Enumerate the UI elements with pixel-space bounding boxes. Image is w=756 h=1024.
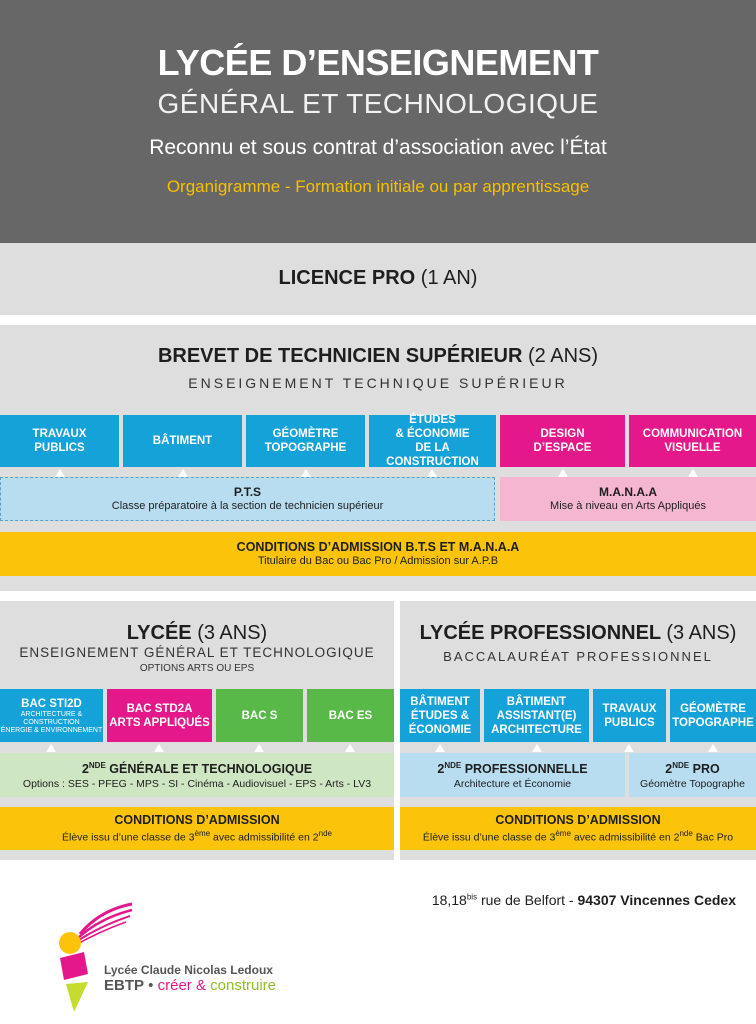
logo-school-name: Lycée Claude Nicolas Ledoux — [104, 963, 273, 977]
arrow-up-icon — [345, 744, 355, 752]
text-part: avec admissibilité en 2 — [570, 831, 680, 844]
bac-sti2d-option2: ÉNERGIE & ENVIRONNEMENT — [0, 726, 103, 734]
lycee-options: OPTIONS ARTS OU EPS — [139, 663, 255, 674]
address-number: 18,18 — [431, 892, 467, 908]
school-logo — [50, 900, 140, 1020]
logo-ebtp: EBTP — [104, 977, 145, 994]
arrow-up-icon — [708, 744, 718, 752]
seconde-title-text: PRO — [692, 762, 720, 777]
bac-es-box[interactable] — [307, 689, 394, 742]
bts-design-espace[interactable] — [500, 415, 625, 467]
seconde-sup: NDE — [444, 761, 462, 771]
box-line: GÉOMÈTRE — [680, 702, 746, 715]
bts-admission-box — [0, 532, 756, 576]
text-sup: ème — [555, 828, 571, 838]
seconde-pro-geo-title — [665, 759, 719, 776]
box-line: ÉTUDES — [409, 414, 456, 426]
box-line: TOPOGRAPHE — [264, 442, 347, 454]
manaa-box[interactable] — [500, 477, 756, 521]
seconde-num: 2 — [81, 762, 89, 777]
lycee-admission-box — [0, 807, 394, 850]
box-line: COMMUNICATION — [642, 428, 743, 440]
box-line: PUBLICS — [604, 716, 655, 729]
logo-creer: créer — [157, 977, 192, 994]
arrow-up-icon — [178, 469, 188, 477]
seconde-generale-box[interactable] — [0, 753, 394, 797]
school-subtitle: Reconnu et sous contrat d’association avec l’État — [149, 136, 607, 159]
text-part: avec admissibilité en 2 — [210, 831, 319, 844]
address-sup: bis — [466, 892, 478, 902]
address-city: 94307 Vincennes Cedex — [577, 892, 736, 908]
seconde-pro-description: Architecture et Économie — [453, 777, 572, 790]
bts-title-label: BREVET DE TECHNICIEN SUPÉRIEUR — [157, 345, 523, 367]
pro-batiment-etudes-economie[interactable] — [400, 689, 480, 742]
box-line: TRAVAUX — [32, 428, 87, 440]
seconde-professionnelle-box[interactable] — [400, 753, 625, 797]
arrow-up-icon — [435, 744, 445, 752]
seconde-generale-options: Options : SES - PFEG - MPS - SI - Cinéma - Audiovisuel - EPS - Arts - LV3 — [22, 777, 372, 790]
bts-admission-description: Titulaire du Bac ou Bac Pro / Admission sur A.P.B — [257, 555, 499, 567]
box-line: BÂTIMENT — [506, 695, 567, 708]
school-title-line2: GÉNÉRAL ET TECHNOLOGIQUE — [157, 88, 599, 119]
address — [432, 892, 736, 908]
bts-geometre-topographe[interactable] — [246, 415, 365, 467]
bac-sti2d-box[interactable] — [0, 689, 103, 742]
pts-description: Classe préparatoire à la section de technicien supérieur — [111, 500, 384, 512]
seconde-title-text: PROFESSIONNELLE — [464, 762, 588, 777]
header-banner — [0, 0, 756, 243]
lycee-duration: (3 ANS) — [197, 622, 268, 644]
seconde-num: 2 — [437, 762, 445, 777]
seconde-num: 2 — [665, 762, 673, 777]
logo-construire: construire — [210, 977, 276, 994]
box-line: BAC ES — [328, 709, 373, 722]
bts-travaux-publics[interactable] — [0, 415, 119, 467]
pro-batiment-assistant-architecture[interactable] — [484, 689, 589, 742]
bts-batiment[interactable] — [123, 415, 242, 467]
bts-communication-visuelle[interactable] — [629, 415, 756, 467]
box-line: ÉCONOMIE — [408, 723, 472, 736]
bac-std2a-box[interactable] — [107, 689, 212, 742]
logo-mark-icon — [50, 900, 140, 1020]
box-line: & ÉCONOMIE — [395, 428, 470, 440]
manaa-description: Mise à niveau en Arts Appliqués — [550, 500, 706, 512]
arrow-up-icon — [55, 469, 65, 477]
address-street: rue de Belfort - — [477, 892, 578, 908]
box-line: VISUELLE — [664, 442, 721, 454]
arrow-up-icon — [46, 744, 56, 752]
box-line: TOPOGRAPHE — [672, 716, 754, 729]
arrow-up-icon — [254, 744, 264, 752]
seconde-pro-title — [437, 759, 587, 776]
bac-sti2d-title: BAC STI2D — [21, 697, 82, 710]
pts-title: P.T.S — [233, 485, 262, 499]
box-line: D’ESPACE — [533, 442, 592, 454]
arrow-up-icon — [558, 469, 568, 477]
lycee-pro-title — [400, 622, 756, 645]
lycee-pro-duration: (3 ANS) — [666, 622, 737, 644]
box-line: BÂTIMENT — [152, 435, 213, 447]
text-sup: nde — [318, 828, 332, 838]
manaa-title: M.A.N.A.A — [599, 485, 657, 499]
lycee-subtitle: ENSEIGNEMENT GÉNÉRAL ET TECHNOLOGIQUE — [19, 645, 375, 660]
box-line: PUBLICS — [34, 442, 85, 454]
bts-subtitle: ENSEIGNEMENT TECHNIQUE SUPÉRIEUR — [188, 375, 568, 391]
seconde-pro-geo-description: Géomètre Topographe — [640, 777, 745, 790]
bts-etudes-economie-construction[interactable] — [369, 415, 496, 467]
organigram-label: Organigramme - Formation initiale ou par apprentissage — [166, 177, 590, 196]
box-line: GÉOMÈTRE — [272, 428, 339, 440]
arrow-up-icon — [624, 744, 634, 752]
arrow-up-icon — [154, 744, 164, 752]
text-sup: ème — [194, 828, 211, 838]
bac-sti2d-option1: ARCHITECTURE & CONSTRUCTION — [20, 710, 83, 726]
bts-admission-title: CONDITIONS D’ADMISSION B.T.S ET M.A.N.A.A — [236, 540, 520, 554]
bac-s-box[interactable] — [216, 689, 303, 742]
arrow-up-icon — [532, 744, 542, 752]
text-part: Bac Pro — [692, 831, 734, 844]
lycee-admission-description — [62, 827, 332, 845]
box-line: TRAVAUX — [602, 702, 657, 715]
licence-pro-duration: (1 AN) — [420, 267, 478, 289]
lycee-title — [0, 622, 394, 645]
arrow-up-icon — [301, 469, 311, 477]
seconde-sup: NDE — [672, 761, 690, 771]
box-line: ARTS APPLIQUÉS — [109, 716, 210, 729]
pro-admission-title: CONDITIONS D’ADMISSION — [495, 812, 661, 827]
lycee-title-label: LYCÉE — [126, 622, 192, 644]
box-line: ASSISTANT(E) — [496, 709, 577, 722]
school-title-line1: LYCÉE D’ENSEIGNEMENT — [157, 42, 599, 83]
text-sup: nde — [679, 828, 693, 838]
licence-pro-section — [0, 243, 756, 315]
pro-admission-box — [400, 807, 756, 850]
logo-tagline — [104, 977, 276, 994]
logo-dot: • — [144, 977, 158, 994]
seconde-title-text: GÉNÉRALE ET TECHNOLOGIQUE — [109, 762, 313, 777]
lycee-pro-subtitle: BACCALAURÉAT PROFESSIONNEL — [443, 649, 713, 664]
seconde-sup: NDE — [88, 761, 106, 771]
bts-title — [0, 345, 756, 368]
seconde-pro-geometre-box[interactable] — [629, 753, 756, 797]
licence-pro-label: LICENCE PRO — [278, 267, 416, 289]
box-line: BAC S — [241, 709, 278, 722]
seconde-generale-title — [82, 759, 312, 776]
box-line: DE LA CONSTRUCTION — [386, 442, 479, 468]
box-line: ARCHITECTURE — [491, 723, 582, 736]
box-line: BÂTIMENT — [410, 695, 470, 708]
box-line: DESIGN — [540, 428, 585, 440]
bts-duration: (2 ANS) — [528, 345, 599, 367]
text-part: Élève issu d’une classe de 3 — [62, 831, 195, 844]
box-line: BAC STD2A — [126, 702, 193, 715]
pro-geometre-topographe[interactable] — [670, 689, 756, 742]
text-part: Élève issu d’une classe de 3 — [422, 831, 556, 844]
lycee-admission-title: CONDITIONS D’ADMISSION — [114, 812, 280, 827]
logo-amp: & — [191, 977, 211, 994]
arrow-up-icon — [688, 469, 698, 477]
lycee-pro-title-label: LYCÉE PROFESSIONNEL — [419, 622, 661, 644]
pro-travaux-publics[interactable] — [593, 689, 666, 742]
box-line: ÉTUDES & — [410, 709, 470, 722]
arrow-up-icon — [427, 469, 437, 477]
pro-admission-description — [423, 827, 733, 845]
licence-pro-title — [0, 267, 756, 290]
pts-box[interactable] — [0, 477, 495, 521]
